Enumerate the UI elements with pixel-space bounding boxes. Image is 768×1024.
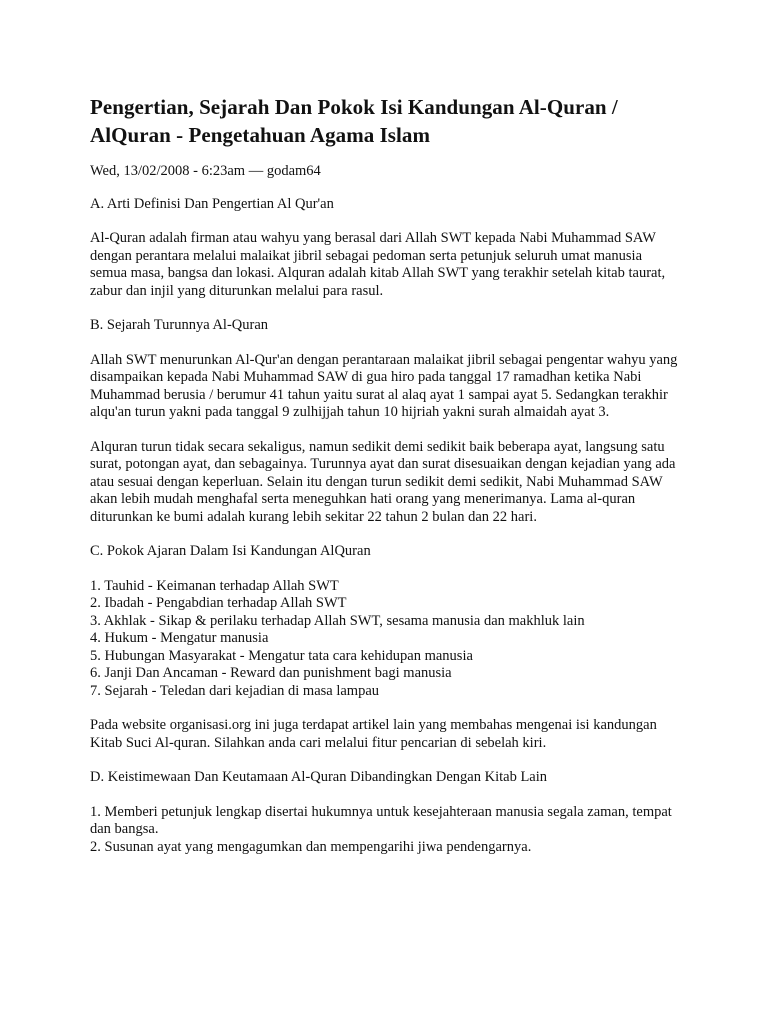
section-a-paragraph: Al-Quran adalah firman atau wahyu yang berasal dari Allah SWT kepada Nabi Muhammad SAW dengan perantara melalui malaikat jibril sebagai pedoman serta petunjuk seluruh umat manusia semua masa, bangsa dan lokasi. Alquran adalah kitab Allah SWT yang terakhir setelah kitab taurat, zabur dan injil yang diturunkan melalui para rasul. <box>90 230 666 299</box>
section-d-heading: D. Keistimewaan Dan Keutamaan Al-Quran Dibandingkan Dengan Kitab Lain <box>90 769 548 785</box>
section-c-heading: C. Pokok Ajaran Dalam Isi Kandungan AlQuran <box>90 543 371 559</box>
list-item: 1. Memberi petunjuk lengkap disertai hukumnya untuk kesejahteraan manusia segala zaman, tempat dan bangsa. <box>90 803 672 837</box>
list-item: 6. Janji Dan Ancaman - Reward dan punishment bagi manusia <box>90 665 452 681</box>
section-b-paragraph-1: Allah SWT menurunkan Al-Qur'an dengan perantaraan malaikat jibril sebagai pengentar wahyu yang disampaikan kepada Nabi Muhammad SAW di gua hiro pada tanggal 17 ramadhan ketika Nabi Muhammad berusia / berumur 41 tahun yaitu surat al alaq ayat 1 sampai ayat 5. Sedangkan terakhir alqu'an turun yakni pada tanggal 9 zulhijjah tahun 10 hijriah yakni surah almaidah ayat 3. <box>90 351 678 420</box>
section-c-note: Pada website organisasi.org ini juga terdapat artikel lain yang membahas mengenai isi kandungan Kitab Suci Al-quran. Silahkan anda cari melalui fitur pencarian di sebelah kiri. <box>90 717 657 751</box>
list-item: 3. Akhlak - Sikap & perilaku terhadap Allah SWT, sesama manusia dan makhluk lain <box>90 612 585 629</box>
list-item: 5. Hubungan Masyarakat - Mengatur tata cara kehidupan manusia <box>90 647 473 664</box>
list-item: 2. Ibadah - Pengabdian terhadap Allah SWT <box>90 595 347 611</box>
article-meta: Wed, 13/02/2008 - 6:23am — godam64 <box>90 163 321 179</box>
document-page <box>90 93 680 856</box>
section-c-list <box>90 578 680 701</box>
list-item: 1. Tauhid - Keimanan terhadap Allah SWT <box>90 577 339 594</box>
list-item: 4. Hukum - Mengatur manusia <box>90 630 269 646</box>
section-a-heading: A. Arti Definisi Dan Pengertian Al Qur'an <box>90 195 334 212</box>
article-title: Pengertian, Sejarah Dan Pokok Isi Kandungan Al-Quran / AlQuran - Pengetahuan Agama Islam <box>90 95 618 147</box>
section-b-heading: B. Sejarah Turunnya Al-Quran <box>90 317 269 333</box>
list-item: 2. Susunan ayat yang mengagumkan dan mempengarihi jiwa pendengarnya. <box>90 838 532 855</box>
list-item: 7. Sejarah - Teledan dari kejadian di masa lampau <box>90 682 380 699</box>
section-d-list <box>90 804 680 857</box>
section-b-paragraph-2: Alquran turun tidak secara sekaligus, namun sedikit demi sedikit baik beberapa ayat, langsung satu surat, potongan ayat, dan sebagainya. Turunnya ayat dan surat disesuaikan dengan kejadian yang ada atau sesuai dengan keperluan. Selain itu dengan turun sedikit demi sedikit, Nabi Muhammad SAW akan lebih mudah menghafal serta meneguhkan hati orang yang menerimanya. Lama al-quran diturunkan ke bumi adalah kurang lebih sekitar 22 tahun 2 bulan dan 22 hari. <box>90 438 676 525</box>
